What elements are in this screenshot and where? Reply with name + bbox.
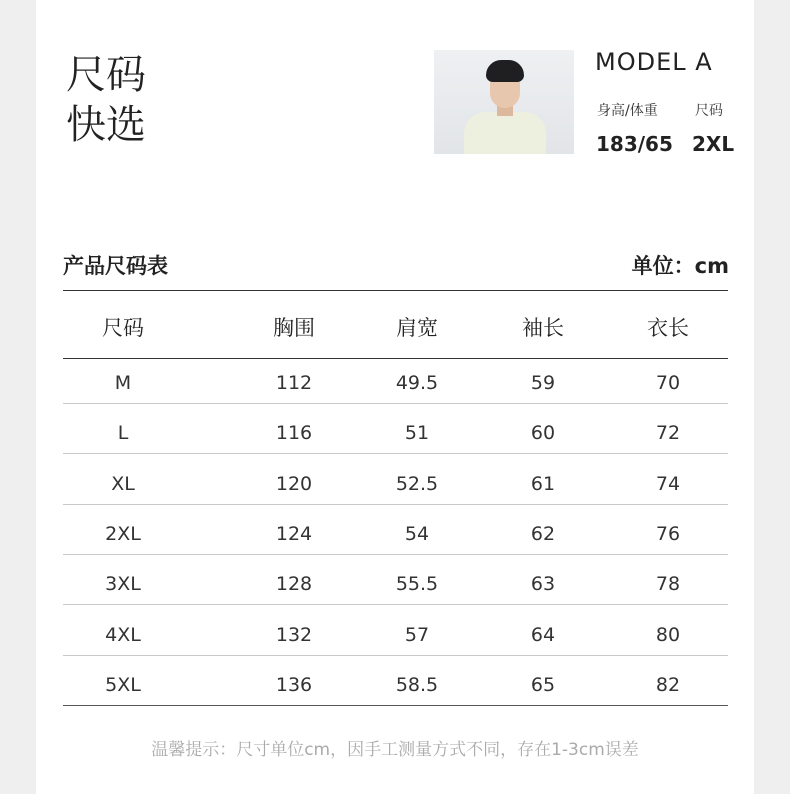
row-divider: [63, 554, 728, 555]
title-line-1: 尺码: [66, 52, 146, 98]
cell-size: M: [114, 372, 132, 394]
cell-chest: 136: [275, 673, 313, 696]
cell-sleeve: 62: [530, 522, 556, 545]
cell-shoulder: 58.5: [395, 673, 439, 696]
cell-shoulder: 57: [404, 623, 430, 646]
size-table-title: 产品尺码表: [63, 254, 168, 278]
cell-sleeve: 59: [530, 372, 556, 394]
unit-label: 单位：cm: [631, 254, 729, 278]
cell-shoulder: 49.5: [395, 372, 439, 394]
cell-size: XL: [111, 472, 135, 495]
height-weight-label: 身高/体重: [597, 103, 658, 119]
model-photo: [434, 50, 574, 154]
cell-shoulder: 54: [404, 522, 430, 545]
cell-sleeve: 63: [530, 573, 556, 596]
cell-sleeve: 65: [530, 673, 556, 696]
measurement-note: 温馨提示：尺寸单位cm，因手工测量方式不同，存在1-3cm误差: [151, 740, 639, 760]
model-name: MODEL A: [595, 48, 713, 76]
row-divider: [63, 504, 728, 505]
cell-sleeve: 61: [530, 472, 556, 495]
cell-size: 5XL: [105, 673, 141, 696]
cell-length: 82: [655, 673, 681, 696]
height-weight-value: 183/65: [596, 132, 673, 156]
cell-length: 72: [655, 422, 681, 445]
cell-chest: 116: [275, 422, 313, 445]
header-shoulder: 肩宽: [396, 316, 438, 340]
cell-shoulder: 55.5: [395, 573, 439, 596]
cell-sleeve: 60: [530, 422, 556, 445]
row-divider: [63, 453, 728, 454]
cell-size: 4XL: [105, 623, 141, 646]
cell-chest: 112: [275, 372, 313, 394]
cell-length: 80: [655, 623, 681, 646]
table-header-rule: [63, 358, 728, 359]
cell-chest: 128: [275, 573, 313, 596]
table-top-rule: [63, 290, 728, 291]
header-length: 衣长: [647, 316, 689, 340]
cell-size: L: [117, 422, 129, 445]
cell-chest: 124: [275, 522, 313, 545]
row-divider: [63, 403, 728, 404]
cell-length: 78: [655, 573, 681, 596]
cell-length: 74: [655, 472, 681, 495]
header-chest: 胸围: [273, 316, 315, 340]
cell-length: 70: [655, 372, 681, 394]
cell-shoulder: 52.5: [395, 472, 439, 495]
cell-size: 3XL: [105, 573, 141, 596]
title-line-2: 快选: [66, 102, 146, 148]
cell-chest: 120: [275, 472, 313, 495]
header-size: 尺码: [102, 316, 144, 340]
cell-length: 76: [655, 522, 681, 545]
model-size-label: 尺码: [695, 103, 723, 119]
cell-shoulder: 51: [404, 422, 430, 445]
row-divider: [63, 604, 728, 605]
quick-size-title: [66, 50, 146, 150]
cell-size: 2XL: [105, 522, 141, 545]
model-size-value: 2XL: [692, 132, 735, 156]
cell-chest: 132: [275, 623, 313, 646]
row-divider: [63, 705, 728, 706]
header-sleeve: 袖长: [522, 316, 564, 340]
cell-sleeve: 64: [530, 623, 556, 646]
row-divider: [63, 655, 728, 656]
